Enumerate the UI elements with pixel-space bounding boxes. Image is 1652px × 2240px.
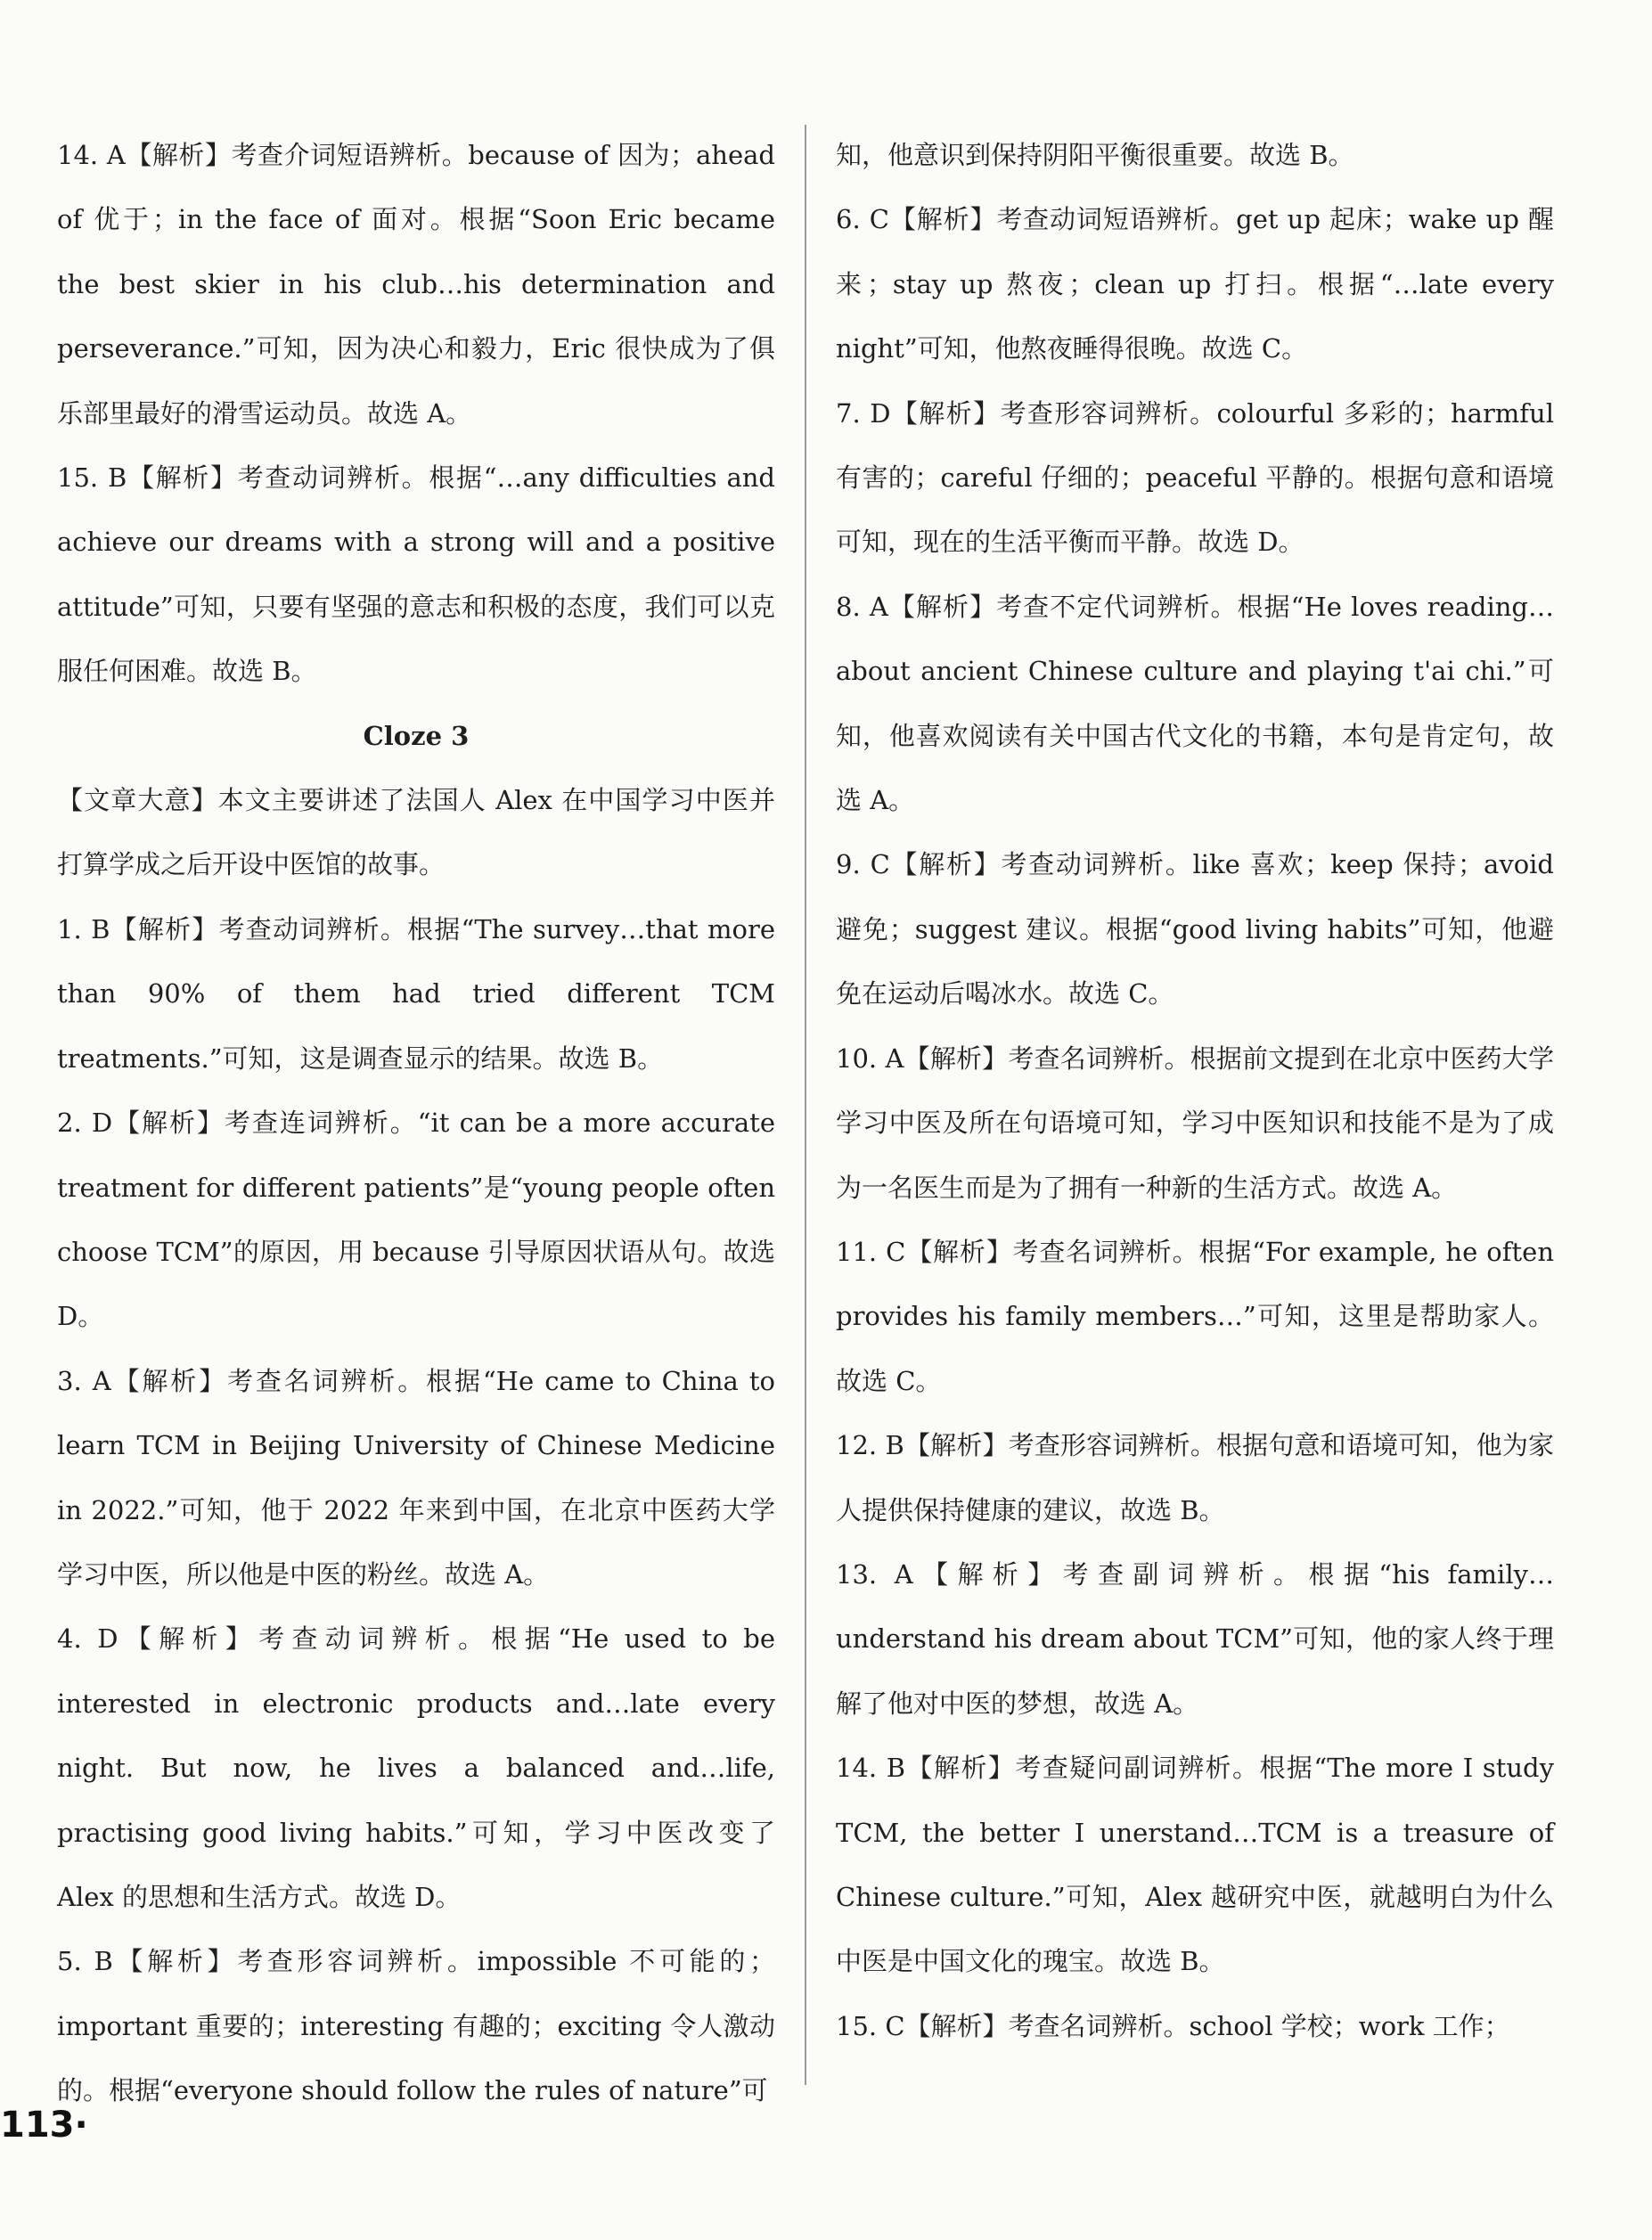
answer-paragraph: 13. A【解析】考查副词辨析。根据“his family…understand his dream about TCM”可知，他的家人终于理解了他对中医的梦想，故选 A。 bbox=[836, 1558, 1554, 1719]
answer-paragraph: 6. C【解析】考查动词短语辨析。get up 起床；wake up 醒来；stay up 熬夜；clean up 打扫。根据“…late every night”可知，他熬夜睡得很晚。故选 C。 bbox=[836, 204, 1554, 364]
answer-paragraph: 9. C【解析】考查动词辨析。like 喜欢；keep 保持；avoid 避免；suggest 建议。根据“good living habits”可知，他避免在运动后喝冰水。故选 C。 bbox=[836, 849, 1554, 1010]
answer-paragraph: 知，他意识到保持阴阳平衡很重要。故选 B。 bbox=[836, 140, 1354, 170]
answer-paragraph: 14. A【解析】考查介词短语辨析。because of 因为；ahead of 优于；in the face of 面对。根据“Soon Eric became the best skier in his club…his determination and perseverance.”可知，因为决心和毅力，Eric 很快成为了俱乐部里最好的滑雪运动员。故选 A。 bbox=[57, 140, 775, 429]
answer-paragraph: 1. B【解析】考查动词辨析。根据“The survey…that more than 90% of them had tried different TCM treatments.”可知，这是调查显示的结果。故选 B。 bbox=[57, 913, 775, 1074]
column-divider bbox=[805, 125, 806, 2085]
section-heading: Cloze 3 bbox=[363, 720, 470, 751]
page-number: 113· bbox=[0, 2105, 88, 2146]
answer-paragraph: 14. B【解析】考查疑问副词辨析。根据“The more I study TCM, the better I unerstand…TCM is a treasure of Chinese culture.”可知，Alex 越研究中医，就越明白为什么中医是中国文化的瑰宝。故选 B。 bbox=[836, 1753, 1554, 1977]
answer-paragraph: 3. A【解析】考查名词辨析。根据“He came to China to learn TCM in Beijing University of Chinese Medicine in 2022.”可知，他于 2022 年来到中国，在北京中医药大学学习中医，所以他是中医的粉丝。故选 A。 bbox=[57, 1365, 775, 1590]
answer-paragraph: 8. A【解析】考查不定代词辨析。根据“He loves reading…about ancient Chinese culture and playing t'ai chi.”可知，他喜欢阅读有关中国古代文化的书籍，本句是肯定句，故选 A。 bbox=[836, 591, 1554, 816]
answer-paragraph: 2. D【解析】考查连词辨析。“it can be a more accurate treatment for different patients”是“young people often choose TCM”的原因，用 because 引导原因状语从句。故选 D。 bbox=[57, 1108, 775, 1332]
answer-paragraph: 【文章大意】本文主要讲述了法国人 Alex 在中国学习中医并打算学成之后开设中医馆的故事。 bbox=[57, 785, 775, 880]
answer-paragraph: 11. C【解析】考查名词辨析。根据“For example, he often provides his family members…”可知，这里是帮助家人。故选 C。 bbox=[836, 1236, 1554, 1396]
right-column bbox=[836, 123, 1554, 2058]
answer-paragraph: 15. C【解析】考查名词辨析。school 学校；work 工作； bbox=[836, 2010, 1510, 2041]
answer-paragraph: 10. A【解析】考查名词辨析。根据前文提到在北京中医药大学学习中医及所在句语境可知，学习中医知识和技能不是为了成为一名医生而是为了拥有一种新的生活方式。故选 A。 bbox=[836, 1042, 1554, 1203]
left-column bbox=[57, 123, 775, 2123]
answer-paragraph: 15. B【解析】考查动词辨析。根据“…any difficulties and achieve our dreams with a strong will and a positive attitude”可知，只要有坚强的意志和积极的态度，我们可以克服任何困难。故选 B。 bbox=[57, 462, 775, 687]
answer-paragraph: 4. D【解析】考查动词辨析。根据“He used to be interested in electronic products and…late every night. But now, he lives a balanced and…life, practising good living habits.”可知，学习中医改变了 Alex 的思想和生活方式。故选 D。 bbox=[57, 1623, 775, 1912]
answer-paragraph: 12. B【解析】考查形容词辨析。根据句意和语境可知，他为家人提供保持健康的建议，故选 B。 bbox=[836, 1430, 1554, 1525]
answer-paragraph: 5. B【解析】考查形容词辨析。impossible 不可能的；important 重要的；interesting 有趣的；exciting 令人激动的。根据“everyone should follow the rules of nature”可 bbox=[57, 1946, 775, 2106]
answer-paragraph: 7. D【解析】考查形容词辨析。colourful 多彩的；harmful 有害的；careful 仔细的；peaceful 平静的。根据句意和语境可知，现在的生活平衡而平静。故选 D。 bbox=[836, 397, 1554, 558]
